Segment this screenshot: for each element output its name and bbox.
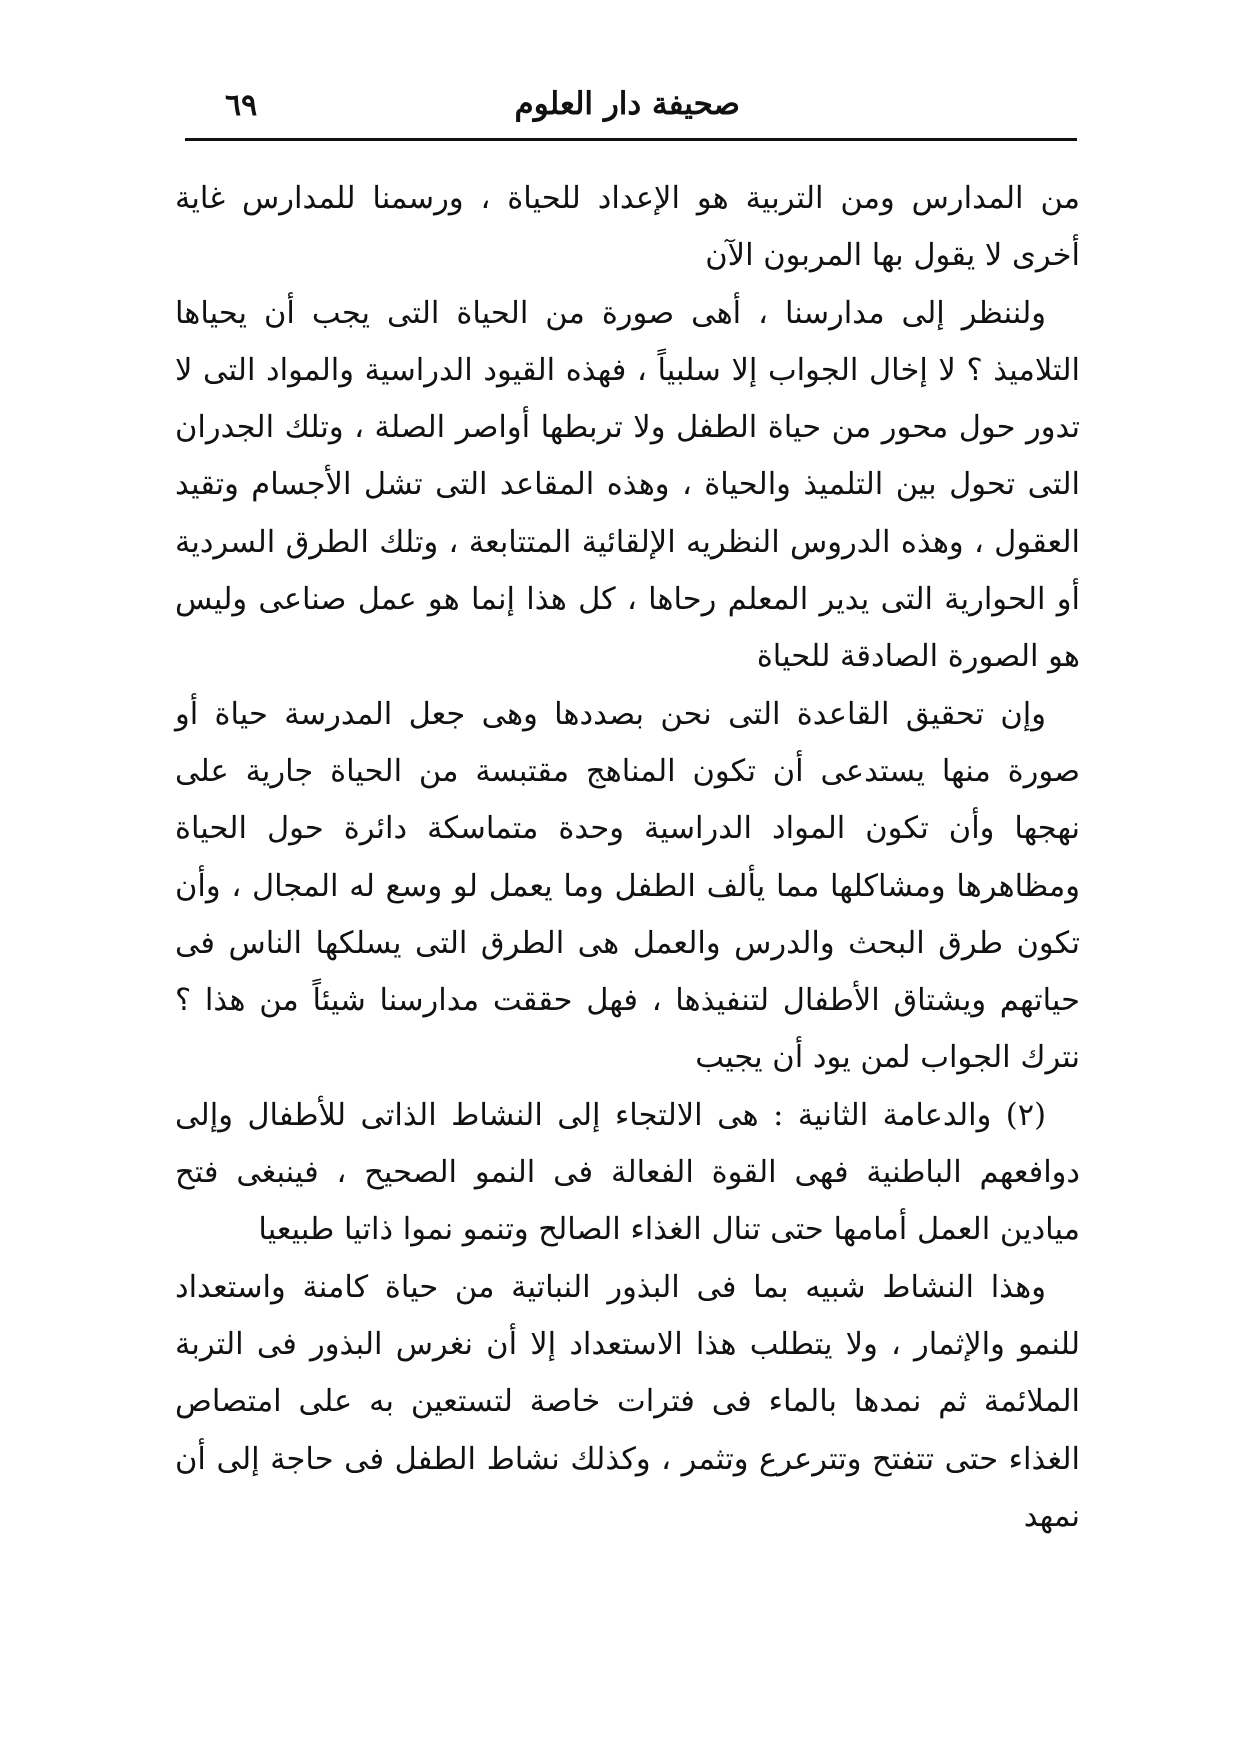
running-head (175, 78, 1080, 138)
paragraph: (٢) والدعامة الثانية : هى الالتجاء إلى النشاط الذاتى للأطفال وإلى دوافعهم الباطنية فهى القوة الفعالة فى النمو الصحيح ، فينبغى فتح ميادين العمل أمامها حتى تنال الغذاء الصالح وتنمو نموا ذاتيا طبيعيا (175, 1097, 1080, 1248)
header-rule (185, 138, 1077, 141)
page-number: ٦٩ (225, 88, 258, 123)
paragraph: وهذا النشاط شبيه بما فى البذور النباتية من حياة كامنة واستعداد للنمو والإثمار ، ولا يتطلب هذا الاستعداد إلا أن نغرس البذور فى التربة الملائمة ثم نمدها بالماء فى فترات خاصة لتستعين به على امتصاص الغذاء حتى تتفتح وتترعرع وتثمر ، وكذلك نشاط الطفل فى حاجة إلى أن نمهد (175, 1269, 1080, 1534)
journal-title: صحيفة دار العلوم (514, 86, 740, 122)
paragraph: من المدارس ومن التربية هو الإعداد للحياة ، ورسمنا للمدارس غاية أخرى لا يقول بها المربون الآن (175, 181, 1080, 274)
body-text (175, 170, 1080, 1545)
paragraph: وإن تحقيق القاعدة التى نحن بصددها وهى جعل المدرسة حياة أو صورة منها يستدعى أن تكون المناهج مقتبسة من الحياة جارية على نهجها وأن تكون المواد الدراسية وحدة متماسكة دائرة حول الحياة ومظاهرها ومشاكلها مما يألف الطفل وما يعمل لو وسع له المجال ، وأن تكون طرق البحث والدرس والعمل هى الطرق التى يسلكها الناس فى حياتهم ويشتاق الأطفال لتنفيذها ، فهل حققت مدارسنا شيئاً من هذا ؟ نترك الجواب لمن يود أن يجيب (175, 696, 1080, 1076)
paragraph: ولننظر إلى مدارسنا ، أهى صورة من الحياة التى يجب أن يحياها التلاميذ ؟ لا إخال الجواب إلا سلبياً ، فهذه القيود الدراسية والمواد التى لا تدور حول محور من حياة الطفل ولا تربطها أواصر الصلة ، وتلك الجدران التى تحول بين التلميذ والحياة ، وهذه المقاعد التى تشل الأجسام وتقيد العقول ، وهذه الدروس النظريه الإلقائية المتتابعة ، وتلك الطرق السردية أو الحوارية التى يدير المعلم رحاها ، كل هذا إنما هو عمل صناعى وليس هو الصورة الصادقة للحياة (175, 295, 1080, 675)
